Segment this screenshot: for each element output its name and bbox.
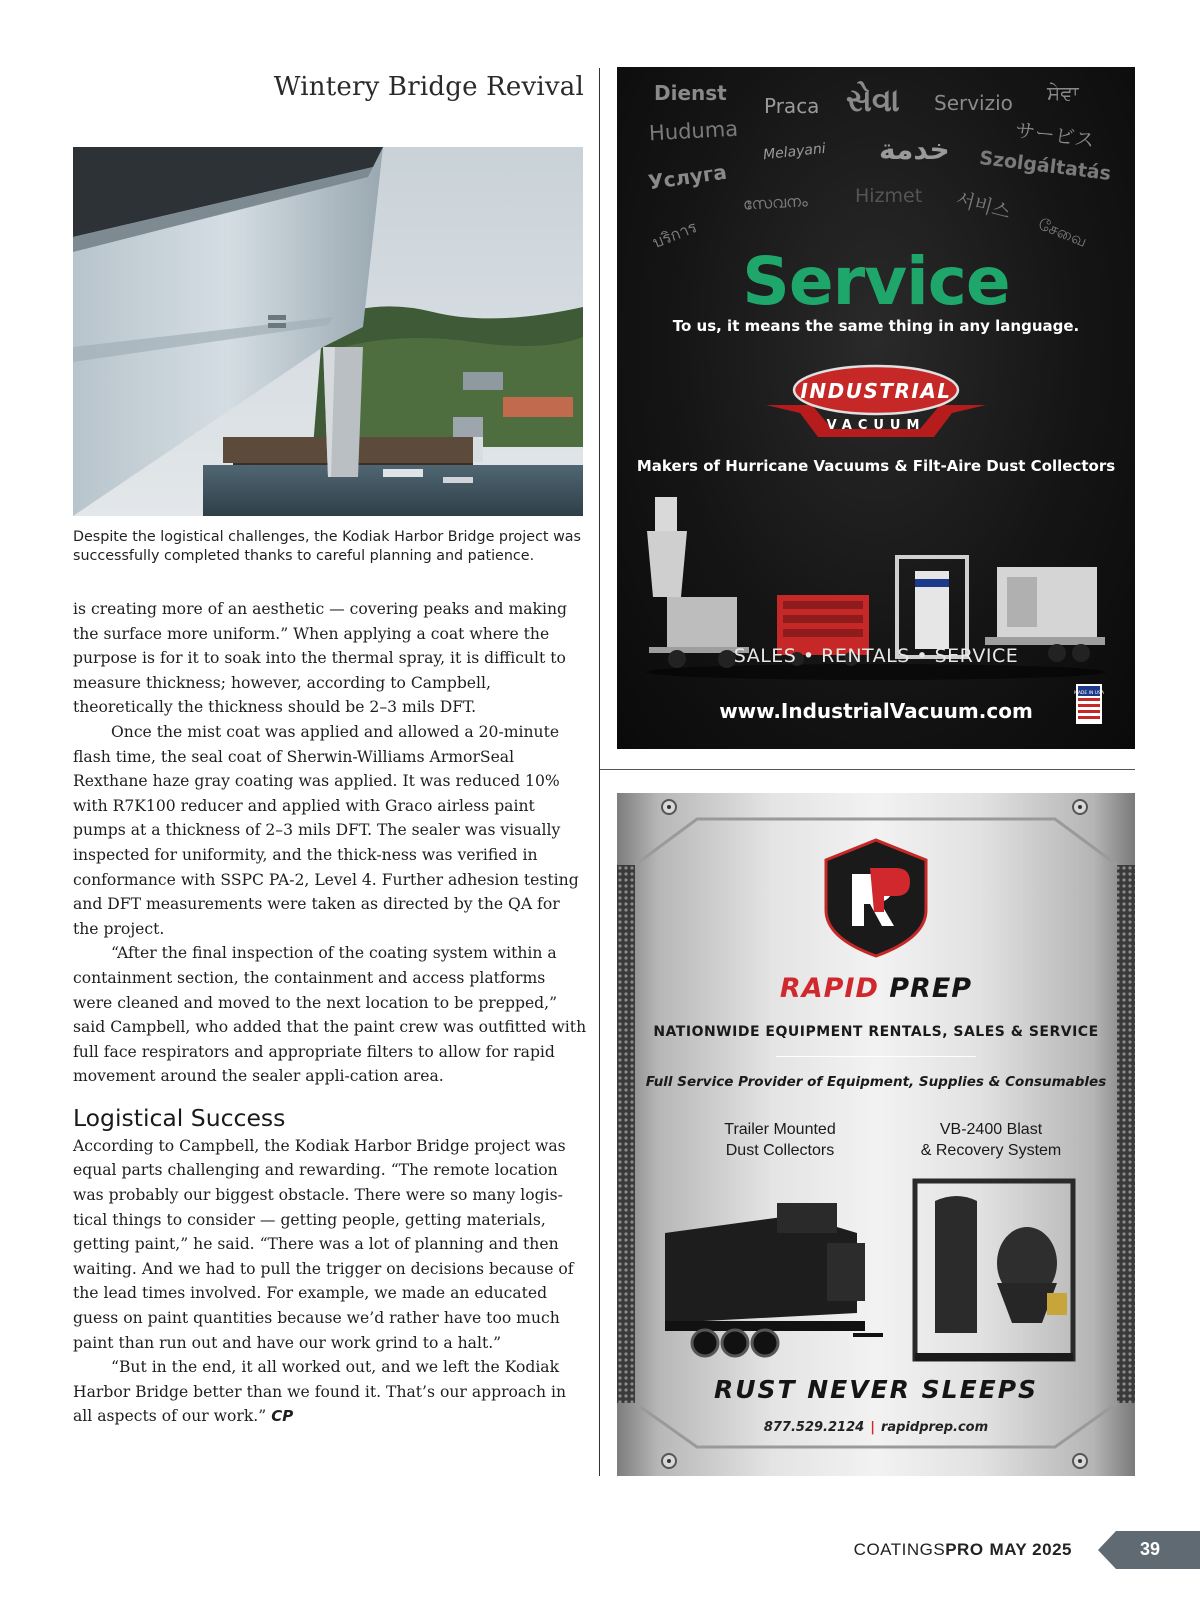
photo-caption: Despite the logistical challenges, the Kodiak Harbor Bridge project was successfully completed thanks to careful planning and patience. <box>73 529 581 564</box>
article-body <box>73 597 588 1429</box>
bridge-photo <box>73 147 583 516</box>
logo-bottom-text: VACUUM <box>826 418 926 433</box>
service-word: Dienst <box>654 81 727 105</box>
brand-red-word: RAPID <box>779 973 879 1004</box>
brand-black-word: PREP <box>889 973 973 1004</box>
product-label-line: & Recovery System <box>920 1142 1062 1159</box>
product-label-line: Trailer Mounted <box>724 1121 836 1138</box>
website-link[interactable]: rapidprep.com <box>880 1420 989 1435</box>
service-word: Hizmet <box>855 185 923 207</box>
made-in-usa-badge-icon <box>1073 684 1105 724</box>
badge-text: MADE IN USA <box>1073 691 1105 696</box>
ad-nationwide-line: NATIONWIDE EQUIPMENT RENTALS, SALES & SERVICE <box>653 1024 1099 1040</box>
page-number: 39 <box>1139 1539 1161 1559</box>
service-word: Услуга <box>646 159 729 195</box>
service-word: Szolgáltatás <box>978 147 1113 185</box>
equipment-illustration <box>657 1173 1097 1373</box>
article-last-text: “But in the end, it all worked out, and we left the Kodiak Harbor Bridge better than we found it. That’s our approach in all aspects of our work.” <box>73 1358 566 1426</box>
contact-separator: | <box>870 1420 875 1435</box>
article-paragraph: is creating more of an aesthetic — covering peaks and making the surface more uniform.” When applying a coat where the purpose is for it to soak into the thermal spray, it is difficult to measure thickness; however, according to Campbell, theoretically the thickness should be 2–3 mils DFT. <box>73 600 568 717</box>
service-word: Servizio <box>934 91 1013 115</box>
ad-headline: Service <box>742 243 1010 320</box>
ad-contact-line <box>617 1420 1135 1435</box>
rapid-prep-ad[interactable] <box>617 793 1135 1476</box>
magazine-name-bold: PRO <box>945 1540 984 1559</box>
issue-date: MAY 2025 <box>989 1540 1072 1559</box>
column-divider <box>599 68 600 1476</box>
ad-slogan: RUST NEVER SLEEPS <box>713 1375 1039 1404</box>
logo-top-text: INDUSTRIAL <box>800 379 952 403</box>
service-word: સેવા <box>846 81 900 119</box>
service-word: サービス <box>1013 117 1097 153</box>
rapid-prep-wordmark <box>617 973 1135 1004</box>
rapid-prep-logo <box>822 838 930 958</box>
running-head-title: Wintery Bridge Revival <box>273 72 584 102</box>
product-label-line: VB-2400 Blast <box>939 1121 1043 1138</box>
service-word: சேவை <box>1035 214 1090 251</box>
industrial-vacuum-logo <box>762 363 990 453</box>
service-word: خدمة <box>879 133 950 166</box>
article-paragraph: Once the mist coat was applied and allowed a 20-minute flash time, the seal coat of Sherwin-Williams ArmorSeal Rexthane haze gray coating was applied. It was reduced 10% with R7K100 reducer and applied with Graco airless paint pumps at a thickness of 2–3 mils DFT. The sealer was visually inspected for uniformity, and the thick-ness was verified in conformance with SSPC PA-2, Level 4. Further adhesion testing and DFT measurements were taken as directed by the QA for the project. <box>73 722 579 938</box>
ad-website-link[interactable]: www.IndustrialVacuum.com <box>719 699 1033 723</box>
service-word: ਸੇਵਾ <box>1047 81 1079 105</box>
service-word: บริการ <box>649 217 700 252</box>
ad-tagline: To us, it means the same thing in any language. <box>672 317 1080 335</box>
product-label-dust-collectors <box>680 1119 880 1161</box>
end-mark: CP <box>271 1407 294 1426</box>
product-label-blast-system <box>891 1119 1091 1161</box>
ad-divider-line <box>776 1056 976 1057</box>
service-word: Praca <box>764 94 820 118</box>
service-word: Huduma <box>648 116 739 146</box>
article-paragraph: According to Campbell, the Kodiak Harbor Bridge project was equal parts challenging and rewarding. “The remote location was probably our biggest obstacle. There were so many logis-tical things to consider — getting people, getting materials, getting paint,” he said. “There was a lot of planning and then waiting. And we had to pull the trigger on decisions because of the lead times involved. For example, we made an educated guess on paint quantities because we’d rather have too much paint than run out and have our work grind to a halt.” <box>73 1136 574 1352</box>
magazine-name-light: COATINGS <box>853 1540 946 1559</box>
phone-number[interactable]: 877.529.2124 <box>763 1420 865 1435</box>
article-paragraph-last <box>73 1355 588 1429</box>
ad-makers-line: Makers of Hurricane Vacuums & Filt-Aire Dust Collectors <box>636 457 1116 475</box>
service-word: 서비스 <box>953 188 1013 224</box>
ad-sales-line: SALES • RENTALS • SERVICE <box>733 645 1019 667</box>
industrial-vacuum-ad[interactable] <box>617 67 1135 749</box>
service-word: സേവനം <box>742 191 809 214</box>
section-heading: Logistical Success <box>73 1103 286 1132</box>
article-paragraph: “After the final inspection of the coating system within a containment section, the containment and access platforms were cleaned and moved to the next location to be prepped,” said Campbell, who added that the paint crew was outfitted with full face respirators and appropriate filters to allow for rapid movement around the sealer appli-cation area. <box>73 944 587 1086</box>
product-label-line: Dust Collectors <box>725 1142 835 1159</box>
footer-magazine-title <box>800 1540 1072 1560</box>
ad-divider <box>600 769 1135 770</box>
service-word: Melayani <box>762 140 827 164</box>
ad-full-service-line: Full Service Provider of Equipment, Supplies & Consumables <box>645 1074 1107 1090</box>
